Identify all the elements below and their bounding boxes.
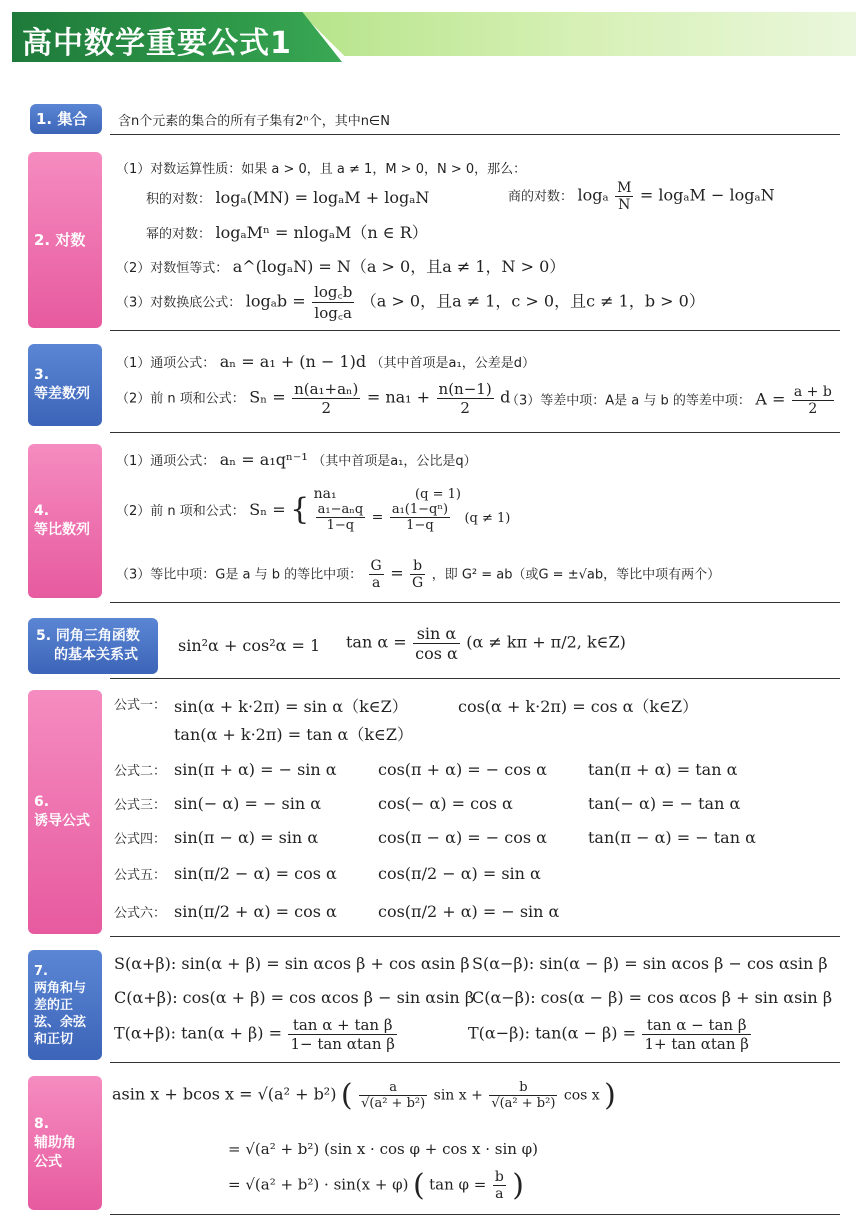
sec6-sin-formula: sin(π/2 − α) = cos α (174, 864, 337, 883)
sec2-power-label: 幂的对数： (146, 227, 212, 242)
sec6-tan-formula: tan(− α) = − tan α (588, 794, 741, 813)
sec6-row-label: 公式二： (114, 764, 167, 779)
sec2-product-label: 积的对数： (146, 192, 212, 207)
sec8-line1 (112, 1078, 616, 1113)
frac-den: cos α (415, 644, 458, 663)
section-8-label-1: 辅助角 (34, 1134, 76, 1151)
sec3-general-formula: aₙ = a₁ + (n − 1)d (219, 352, 367, 371)
sec8-line2: = √(a² + b²) (sin x · cos φ + cos x · sin φ) (228, 1140, 539, 1158)
sec7-tan-sum-frac (288, 1016, 396, 1053)
sec5-tan-cond: (α ≠ kπ + π/2, k∈Z) (466, 632, 626, 652)
sec2-identity (116, 254, 565, 277)
sec6-tan-formula: tan(π − α) = − tan α (588, 828, 756, 847)
frac-den: 1−q (406, 518, 434, 533)
sec4-case1 (314, 486, 511, 502)
sec6-sin-formula: sin(π + α) = − sin α (174, 760, 337, 779)
frac-num: a + b (793, 384, 832, 400)
frac-den: √(a² + b²) (491, 1096, 556, 1111)
divider (110, 330, 840, 331)
section-5-tag (28, 618, 158, 674)
divider (110, 134, 840, 135)
sec6-cos-formula: cos(π/2 − α) = sin α (378, 864, 541, 883)
frac-num: log꜀b (314, 283, 353, 301)
frac-den: 1−q (326, 518, 355, 533)
sec6-cos-formula: cos(π/2 + α) = − sin α (378, 902, 560, 921)
sec2-change-base-label: （3）对数换底公式： (116, 295, 242, 311)
sec4-general (116, 450, 477, 469)
divider (110, 936, 840, 937)
sec5-pythag: sin²α + cos²α = 1 (178, 636, 321, 655)
sec7-cos-diff: C(α−β): cos(α − β) = cos αcos β + sin αsin β (472, 988, 833, 1007)
sec2-line1: （1）对数运算性质：如果 a > 0，且 a ≠ 1，M > 0，N > 0，那么： (116, 162, 527, 177)
sec8-line3 (228, 1168, 524, 1203)
sec8-line1-mid: sin x + (433, 1087, 483, 1104)
frac-den: N (618, 197, 631, 213)
section-7-label-1: 两角和与 (34, 980, 87, 996)
equals: = (371, 509, 384, 526)
section-6-tag (28, 690, 102, 934)
section-7-tag (28, 950, 102, 1060)
frac-num: M (617, 180, 632, 196)
sec7-tan-diff-frac (642, 1016, 750, 1053)
sec3-general-note: （其中首项是a₁，公差是d） (370, 356, 535, 371)
sec3-sum-d: d (500, 387, 511, 407)
sec4-case2-frac1 (316, 502, 366, 533)
sec3-sum-mid: = na₁ + (366, 387, 431, 407)
sec4-case2-frac2 (390, 502, 450, 533)
sec3-sum-lhs: Sₙ = (249, 387, 286, 407)
sec6-sin-formula: sin(− α) = − sin α (174, 794, 322, 813)
sec7-tan-sum (114, 1016, 399, 1053)
sec3-general-label: （1）通项公式： (116, 356, 216, 371)
sec6-cos-formula: cos(π + α) = − cos α (378, 760, 547, 779)
section-2-tag (28, 152, 102, 328)
frac-num: b (494, 1169, 504, 1185)
sec3-sum-frac1 (292, 380, 360, 417)
sec2-power-formula: logₐMⁿ = nlogₐM（n ∈ R） (215, 223, 428, 242)
sec6-sin-formula: sin(π/2 + α) = cos α (174, 902, 337, 921)
frac-den: a (495, 1186, 504, 1202)
frac-num: a (359, 1080, 427, 1096)
sec6-sin-formula: sin(π − α) = sin α (174, 828, 319, 847)
sec4-case1-expr: na₁ (313, 486, 337, 502)
page-title: 高中数学重要公式1 (22, 26, 292, 61)
sec4-case1-cond: (q = 1) (415, 487, 461, 502)
section-7-label-3: 弦、余弦 (34, 1014, 87, 1030)
sec2-identity-formula: a^(logₐN) = N（a > 0，且a ≠ 1，N > 0） (232, 257, 566, 276)
divider (110, 1214, 840, 1215)
sec2-quotient (508, 180, 775, 213)
sec6-tan-formula: tan(π + α) = tan α (588, 760, 738, 779)
section-1-label: 1. 集合 (36, 109, 88, 128)
frac-num: n(n−1) (438, 380, 492, 398)
section-1-tag (30, 104, 102, 134)
sec8-line1-lhs: asin x + bcos x = √(a² + b²) (112, 1084, 337, 1104)
sec6-cos-formula: cos(− α) = cos α (378, 794, 513, 813)
sec2-change-base-lhs: logₐb = (245, 291, 306, 311)
sec7-tan-diff (468, 1016, 753, 1053)
sec6-sin-formula: sin(α + k·2π) = sin α（k∈Z） (174, 697, 408, 716)
sec4-middle (116, 558, 720, 591)
sec2-quotient-rest: = logₐM − logₐN (639, 185, 775, 205)
sec4-general-label: （1）通项公式： (116, 454, 216, 469)
sec6-cos-formula: cos(π − α) = − cos α (378, 828, 547, 847)
sec2-identity-label: （2）对数恒等式： (116, 261, 229, 276)
frac-num: a₁(1−qⁿ) (391, 502, 449, 517)
section-4-num: 4. (34, 503, 50, 519)
frac-num: b (489, 1080, 557, 1096)
sec7-sin-diff: S(α−β): sin(α − β) = sin αcos β − cos αsin β (472, 954, 828, 973)
brace: { (290, 492, 310, 527)
frac-num: a₁−aₙq (317, 502, 364, 517)
sec2-power (146, 220, 428, 243)
section-3-tag (28, 344, 102, 426)
sec3-middle (506, 384, 836, 417)
sec5-tan-lhs: tan α = (346, 632, 407, 652)
sec2-quotient-frac (615, 180, 633, 213)
divider (110, 602, 840, 603)
sec4-middle-frac1 (369, 558, 384, 591)
sec3-middle-label: （3）等差中项：A是 a 与 b 的等差中项： (506, 393, 751, 409)
sec8-line3-frac (493, 1169, 506, 1202)
sec5-tan-frac (413, 624, 460, 663)
frac-num: b (410, 558, 425, 575)
sec3-sum-label: （2）前 n 项和公式： (116, 391, 245, 407)
section-3-label: 等差数列 (34, 386, 90, 402)
frac-den: 2 (460, 399, 470, 417)
frac-den: a (371, 575, 381, 591)
frac-den: 1− tan αtan β (290, 1035, 395, 1053)
sec3-middle-lhs: A = (755, 389, 786, 409)
sec2-change-base (116, 282, 705, 323)
sec6-cos-formula: cos(α + k·2π) = cos α（k∈Z） (458, 697, 699, 716)
section-8-tag (28, 1076, 102, 1210)
frac-num: n(a₁+aₙ) (294, 380, 359, 398)
sec6-sin-formula: tan(α + k·2π) = tan α（k∈Z） (174, 725, 414, 744)
sec8-line1-frac2 (489, 1080, 557, 1111)
sec4-sum-label: （2）前 n 项和公式： (116, 504, 245, 519)
sec4-middle-frac2 (410, 558, 425, 591)
section-2-label: 2. 对数 (34, 230, 86, 249)
sec4-sum (116, 486, 510, 533)
sec4-middle-label: （3）等比中项：G是 a 与 b 的等比中项： (116, 567, 363, 583)
sec3-general (116, 352, 535, 371)
section-6-num: 6. (34, 794, 50, 810)
title-decoration (300, 12, 856, 56)
sec1-line: 含n个元素的集合的所有子集有2ⁿ个，其中n∈N (118, 114, 390, 129)
paren-open: ( (412, 1168, 425, 1203)
sec4-general-note: （其中首项是a₁，公比是q） (312, 454, 477, 469)
sec6-row-label: 公式五： (114, 868, 167, 883)
sec5-tan (346, 624, 626, 663)
section-7-label-4: 和正切 (34, 1031, 74, 1047)
section-4-tag (28, 444, 102, 598)
divider (110, 432, 840, 433)
sec8-line1-frac1 (359, 1080, 427, 1111)
frac-num: tan α − tan β (642, 1016, 750, 1035)
divider (110, 678, 840, 679)
sec7-sin-sum: S(α+β): sin(α + β) = sin αcos β + cos αsin β (114, 954, 470, 973)
sec7-cos-sum: C(α+β): cos(α + β) = cos αcos β − sin αsin β (114, 988, 475, 1007)
sec6-row-label: 公式一： (114, 698, 167, 713)
sec2-product-formula: logₐ(MN) = logₐM + logₐN (215, 188, 430, 207)
sec8-line3-lhs: = √(a² + b²) · sin(x + φ) (228, 1175, 409, 1194)
frac-den: 2 (808, 401, 818, 417)
sec3-sum (116, 380, 510, 417)
sec2-product (146, 188, 429, 207)
section-5-label-1: 5. 同角三角函数 (36, 628, 140, 644)
sec7-tan-diff-lhs: T(α−β): tan(α − β) = (468, 1023, 636, 1043)
section-4-label: 等比数列 (34, 522, 90, 538)
sec8-line1-end: cos x (563, 1087, 600, 1104)
frac-den: 2 (321, 399, 331, 417)
sec4-sum-lhs: Sₙ = (249, 500, 286, 519)
divider (110, 1062, 840, 1063)
sec4-general-formula: aₙ = a₁qⁿ⁻¹ (219, 450, 308, 469)
frac-num: tan α + tan β (288, 1016, 396, 1035)
frac-den: 1+ tan αtan β (644, 1035, 749, 1053)
sec2-change-base-frac (312, 282, 354, 323)
header-bar (0, 0, 868, 80)
paren-close: ) (512, 1168, 524, 1203)
sec3-middle-frac (792, 384, 834, 417)
sec2-quotient-label: 商的对数： (508, 189, 574, 205)
section-7-label-0: 7. (34, 963, 48, 979)
frac-num: sin α (413, 624, 460, 644)
section-7-label-2: 差的正 (34, 997, 74, 1013)
section-8-label-2: 公式 (34, 1153, 62, 1170)
frac-den: √(a² + b²) (361, 1096, 426, 1111)
frac-den: log꜀a (314, 304, 352, 322)
paren-open: ( (340, 1078, 353, 1113)
sec4-middle-rest: ，即 G² = ab（或G = ±√ab，等比中项有两个） (431, 567, 721, 583)
equals: = (390, 563, 404, 583)
sec6-row-label: 公式六： (114, 906, 167, 921)
sec6-row-label: 公式三： (114, 798, 167, 813)
section-6-label: 诱导公式 (34, 813, 90, 829)
sec8-line3-tan: tan φ = (429, 1175, 487, 1194)
sec7-tan-sum-lhs: T(α+β): tan(α + β) = (114, 1023, 282, 1043)
sec2-quotient-log: logₐ (577, 185, 609, 205)
sec2-change-base-cond: （a > 0，且a ≠ 1，c > 0，且c ≠ 1，b > 0） (360, 291, 705, 311)
sec4-cases (314, 486, 511, 533)
section-5-label-2: 的基本关系式 (54, 647, 138, 663)
sec3-sum-frac2 (437, 380, 494, 417)
section-3-num: 3. (34, 367, 50, 383)
frac-num: G (370, 558, 382, 574)
frac-den: G (412, 575, 424, 591)
sec4-case2 (314, 502, 511, 533)
section-8-num: 8. (34, 1115, 50, 1132)
sec4-case2-cond: (q ≠ 1) (464, 510, 511, 526)
sec6-row-label: 公式四： (114, 832, 167, 847)
paren-close: ) (604, 1078, 616, 1113)
